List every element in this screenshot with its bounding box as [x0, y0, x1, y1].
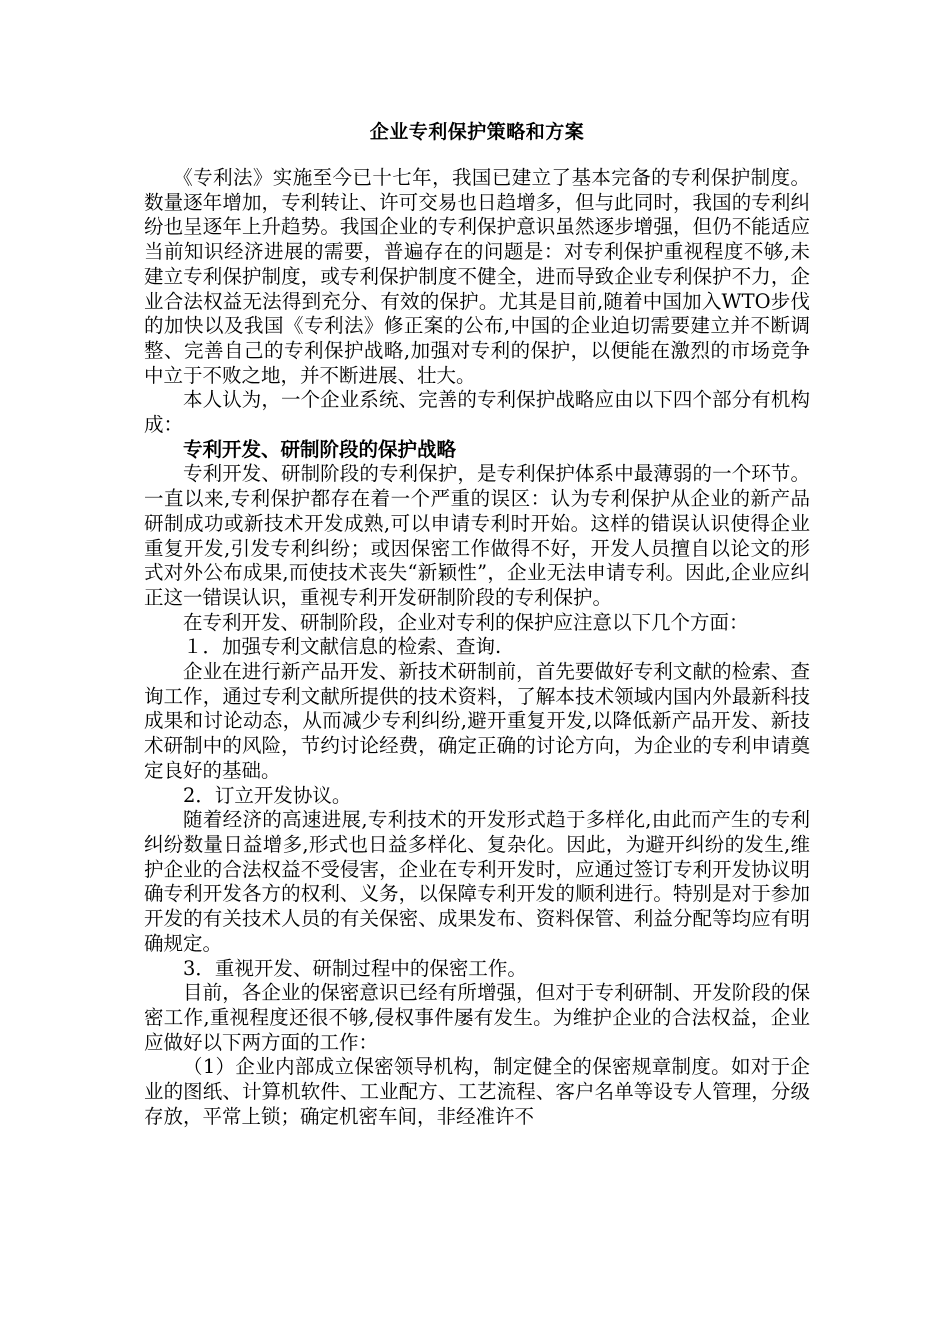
paragraph-dev-stage: 专利开发、研制阶段的专利保护，是专利保护体系中最薄弱的一个环节。一直以来,专利保护都存在着一个严重的误区：认为专利保护从企业的新产品研制成功或新技术开发成熟,可以申请专利时开始。这样的错误认识使得企业重复开发,引发专利纠纷；或因保密工作做得不好，开发人员擅自以论文的形式对外公布成果,而使技术丧失“新颖性”，企业无法申请专利。因此,企业应纠正这一错误认识，重视专利开发研制阶段的专利保护。 — [144, 462, 810, 609]
list-item-2: 2．订立开发协议。 — [183, 783, 352, 807]
document-page — [144, 118, 810, 1129]
paragraph-attention: 在专利开发、研制阶段，企业对专利的保护应注意以下几个方面： — [183, 610, 749, 634]
paragraph-intro: 《专利法》实施至今已十七年，我国已建立了基本完备的专利保护制度。数量逐年增加，专利转让、许可交易也日趋增多，但与此同时，我国的专利纠纷也呈逐年上升趋势。我国企业的专利保护意识虽然逐步增强，但仍不能适应当前知识经济进展的需要，普遍存在的问题是：对专利保护重视程度不够,未建立专利保护制度，或专利保护制度不健全，进而导致企业专利保护不力，企业合法权益无法得到充分、有效的保护。尤其是目前,随着中国加入WTO步伐的加快以及我国《专利法》修正案的公布,中国的企业迫切需要建立并不断调整、完善自己的专利保护战略,加强对专利的保护，以便能在激烈的市场竞争中立于不败之地，并不断进展、壮大。 — [144, 166, 810, 387]
paragraph-item-3-body: 目前，各企业的保密意识已经有所增强，但对于专利研制、开发阶段的保密工作,重视程度还很不够,侵权事件屡有发生。为维护企业的合法权益，企业应做好以下两方面的工作： — [144, 981, 810, 1054]
section-heading: 专利开发、研制阶段的保护战略 — [183, 437, 457, 461]
list-item-3: 3．重视开发、研制过程中的保密工作。 — [183, 956, 527, 980]
paragraph-item-1-body: 企业在进行新产品开发、新技术研制前，首先要做好专利文献的检索、查询工作，通过专利文献所提供的技术资料，了解本技术领域内国内外最新科技成果和讨论动态，从而减少专利纠纷,避开重复开发,以降低新产品开发、新技术研制中的风险，节约讨论经费，确定正确的讨论方向，为企业的专利申请奠定良好的基础。 — [144, 660, 810, 782]
paragraph-composition: 本人认为，一个企业系统、完善的专利保护战略应由以下四个部分有机构成： — [144, 388, 810, 437]
document-title: 企业专利保护策略和方案 — [369, 121, 585, 143]
sub-item-1: （1）企业内部成立保密领导机构，制定健全的保密规章制度。如对于企业的图纸、计算机软件、工业配方、工艺流程、客户名单等设专人管理，分级存放，平常上锁；确定机密车间，非经准许不 — [144, 1055, 810, 1128]
list-item-1: １．加强专利文献信息的检索、查询. — [183, 635, 502, 659]
paragraph-item-2-body: 随着经济的高速进展,专利技术的开发形式趋于多样化,由此而产生的专利纠纷数量日益增多,形式也日益多样化、复杂化。因此，为避开纠纷的发生,维护企业的合法权益不受侵害，企业在专利开发时，应通过签订专利开发协议明确专利开发各方的权利、义务，以保障专利开发的顺利进行。特别是对于参加开发的有关技术人员的有关保密、成果发布、资料保管、利益分配等均应有明确规定。 — [144, 808, 810, 955]
